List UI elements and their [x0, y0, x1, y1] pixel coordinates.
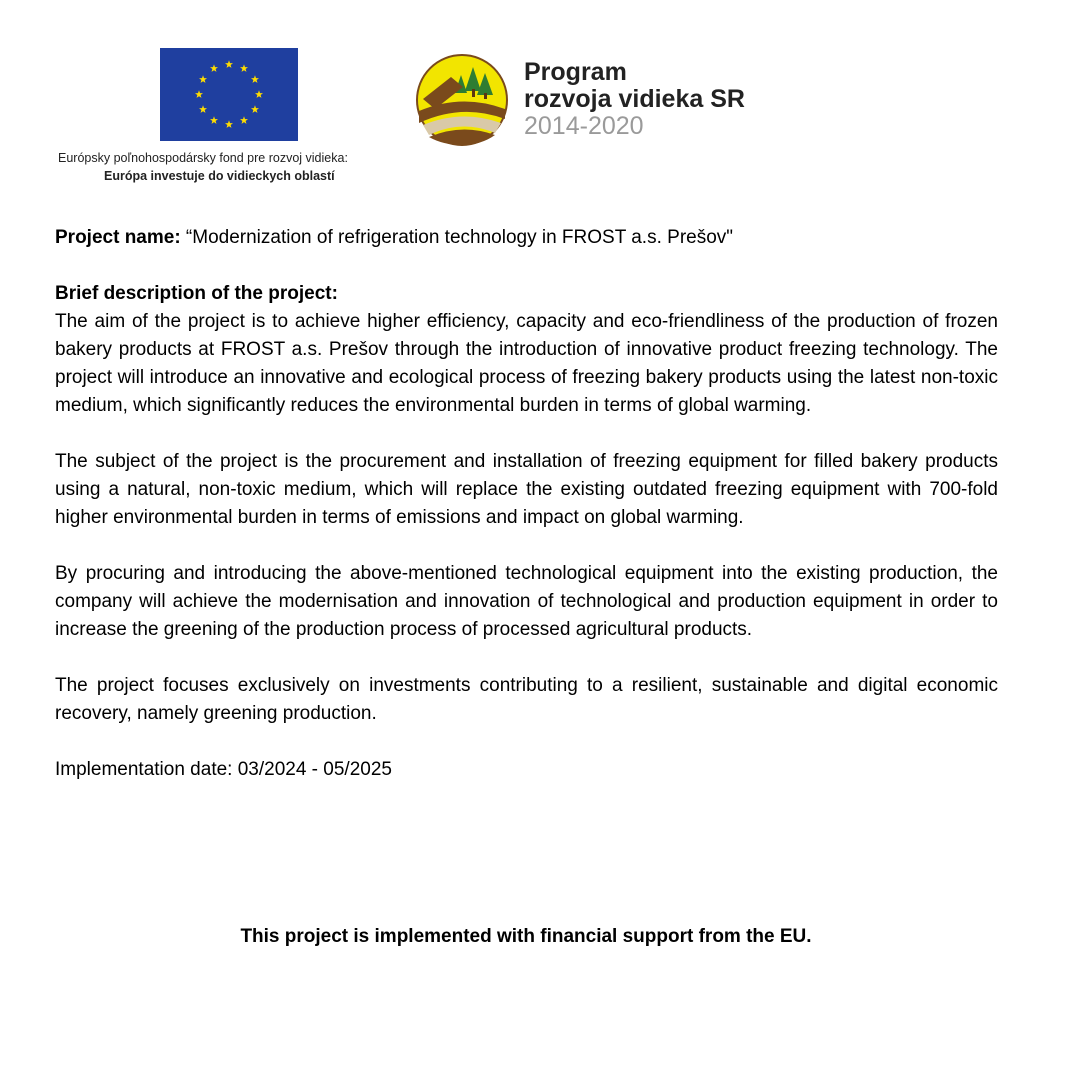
eu-logo-block	[40, 48, 420, 185]
eu-flag-icon	[160, 48, 298, 141]
program-title	[524, 59, 745, 140]
funding-note: This project is implemented with financial support from the EU.	[240, 926, 812, 947]
program-emblem-icon	[415, 53, 509, 147]
program-title-line2: rozvoja vidieka SR	[524, 85, 745, 113]
program-title-line1: Program	[524, 58, 627, 86]
description-paragraph-4: The project focuses exclusively on investments contributing to a resilient, sustainable and digital economic recovery, namely greening production.	[55, 675, 998, 724]
project-name-line	[55, 224, 998, 252]
project-name-label: Project name:	[55, 227, 181, 248]
eu-caption-line2: Európa investuje do vidieckych oblastí	[104, 169, 335, 183]
program-years: 2014-2020	[524, 112, 644, 140]
eu-caption	[40, 149, 420, 185]
program-logo-block	[415, 52, 745, 147]
description-paragraph-1: The aim of the project is to achieve higher efficiency, capacity and eco-friendliness of the production of frozen bakery products at FROST a.s. Prešov through the introduction of innovative product freezing technology. The project will introduce an innovative and ecological process of freezing bakery products using the latest non-toxic medium, which significantly reduces the environmental burden in terms of global warming.	[55, 311, 998, 416]
project-name-value: “Modernization of refrigeration technology in FROST a.s. Prešov"	[180, 227, 734, 248]
project-content	[55, 224, 998, 812]
eu-caption-line1: Európsky poľnohospodársky fond pre rozvoj vidieka:	[58, 151, 348, 165]
description-paragraph-3: By procuring and introducing the above-mentioned technological equipment into the existing production, the company will achieve the modernisation and innovation of technological and production equipment in order to increase the greening of the production process of processed agricultural products.	[55, 563, 998, 640]
description-heading: Brief description of the project:	[55, 283, 338, 304]
description-paragraph-2: The subject of the project is the procurement and installation of freezing equipment for filled bakery products using a natural, non-toxic medium, which will replace the existing outdated freezing equipment with 700-fold higher environmental burden in terms of emissions and impact on global warming.	[55, 451, 998, 528]
implementation-date: Implementation date: 03/2024 - 05/2025	[55, 759, 392, 780]
